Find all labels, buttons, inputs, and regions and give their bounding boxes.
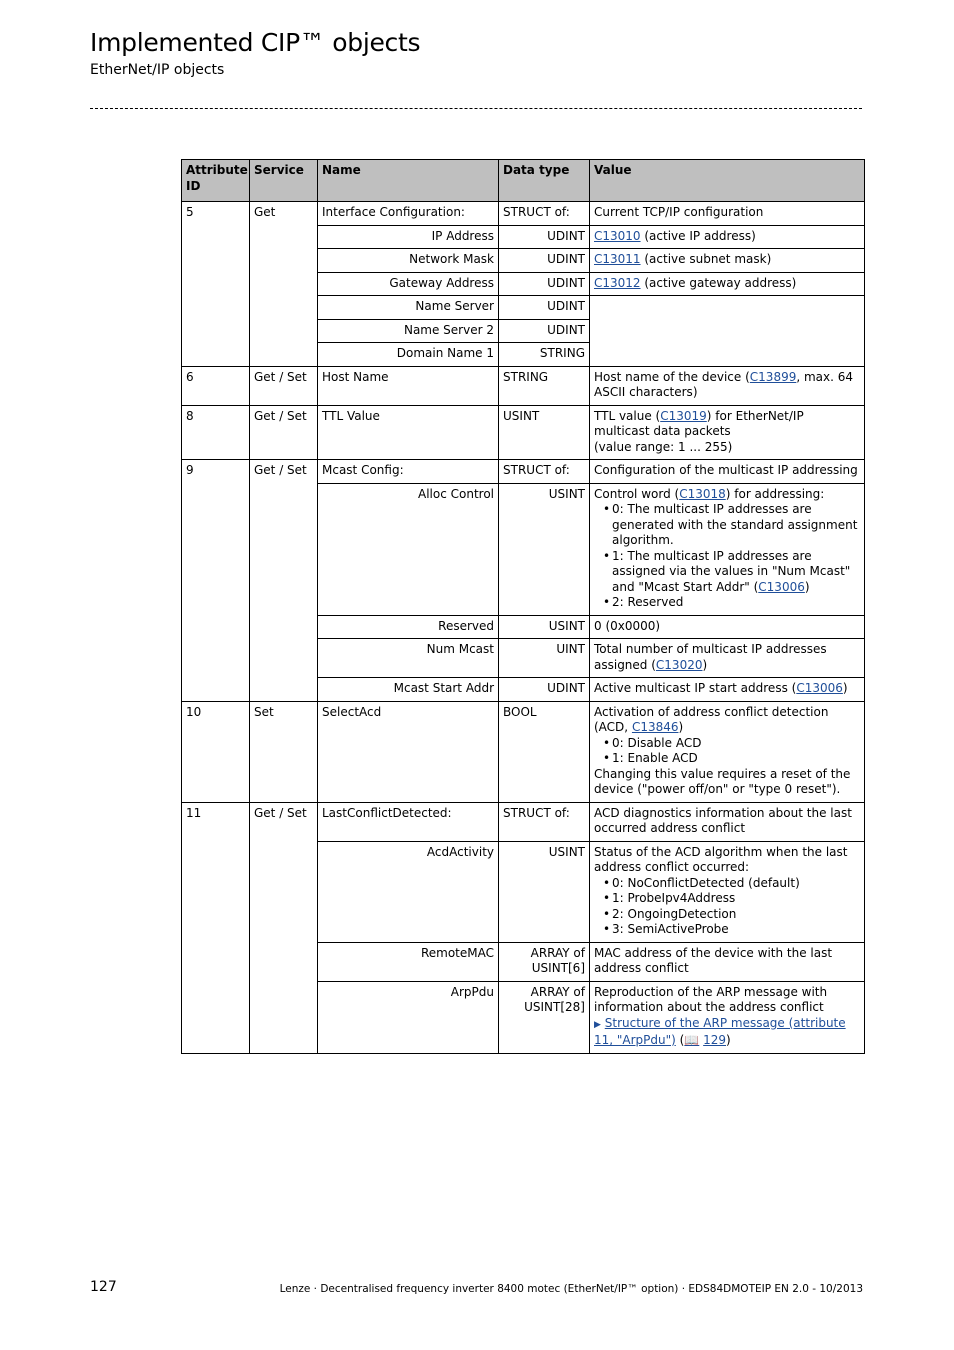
- page-ref-number: 129: [703, 1033, 727, 1047]
- table-header-row: [182, 160, 865, 202]
- value: ACD diagnostics information about the last occurred address conflict: [590, 802, 865, 841]
- cross-reference-link[interactable]: Structure of the ARP message (attribute 11, "ArpPdu"): [594, 1015, 846, 1047]
- service: Get / Set: [250, 405, 318, 460]
- code-link[interactable]: C13019: [660, 408, 707, 423]
- data-type: USINT: [499, 405, 590, 460]
- table-row: [182, 405, 865, 460]
- bullet-list: [594, 502, 860, 611]
- book-icon: 📖: [684, 1033, 700, 1047]
- value: [590, 981, 865, 1053]
- bullet-list: [594, 876, 860, 938]
- name: SelectAcd: [318, 701, 499, 802]
- list-item: • 0: NoConflictDetected (default): [612, 876, 860, 892]
- value-note: Changing this value requires a reset of the device ("power off/on" or "type 0 reset").: [594, 766, 851, 796]
- name: RemoteMAC: [318, 942, 499, 981]
- service: Get / Set: [250, 366, 318, 405]
- value: [590, 701, 865, 802]
- value: Configuration of the multicast IP addressing: [590, 460, 865, 484]
- attribute-id: 5: [182, 202, 250, 367]
- value-text: ): [804, 579, 810, 594]
- value-text: ) for addressing:: [725, 486, 825, 501]
- attribute-id: 8: [182, 405, 250, 460]
- code-link[interactable]: C13018: [679, 486, 726, 501]
- data-type: STRUCT of:: [499, 460, 590, 484]
- name: Host Name: [318, 366, 499, 405]
- name: Mcast Config:: [318, 460, 499, 484]
- data-type: UDINT: [499, 249, 590, 273]
- attribute-id: 10: [182, 701, 250, 802]
- list-item: • 1: Enable ACD: [612, 751, 860, 767]
- col-header-data-type: Data type: [499, 160, 590, 202]
- value: 0 (0x0000): [590, 615, 865, 639]
- data-type: ARRAY of USINT[6]: [499, 942, 590, 981]
- name: Name Server 2: [318, 319, 499, 343]
- code-link[interactable]: C13020: [655, 657, 703, 672]
- table-row: [182, 366, 865, 405]
- list-item: • 3: SemiActiveProbe: [612, 922, 860, 938]
- arrow-right-icon: ▶: [594, 1019, 601, 1030]
- service: Get / Set: [250, 802, 318, 1053]
- col-header-value: Value: [590, 160, 865, 202]
- code-link[interactable]: C13899: [749, 369, 797, 384]
- list-item: • 2: Reserved: [612, 595, 860, 611]
- data-type: UDINT: [499, 225, 590, 249]
- attributes-table: [181, 159, 865, 1054]
- value: [590, 405, 865, 460]
- value: [590, 841, 865, 942]
- name: Reserved: [318, 615, 499, 639]
- header-divider: [90, 108, 862, 109]
- name: TTL Value: [318, 405, 499, 460]
- value-text: ) for EtherNet/IP multicast data packets: [594, 408, 804, 438]
- value-text: (active subnet mask): [640, 252, 772, 266]
- footer-text: Lenze · Decentralised frequency inverter 8400 motec (EtherNet/IP™ option) · EDS84DMOTEIP EN 2.0 - 10/2013: [279, 1283, 863, 1295]
- table-row: [182, 701, 865, 802]
- attribute-id: 6: [182, 366, 250, 405]
- name: Alloc Control: [318, 483, 499, 615]
- value-text: ): [702, 657, 708, 672]
- value-text: Active multicast IP start address (: [594, 681, 797, 695]
- data-type: UDINT: [499, 319, 590, 343]
- name: AcdActivity: [318, 841, 499, 942]
- col-header-attribute-id: Attribute ID: [182, 160, 250, 202]
- page-reference[interactable]: (📖 129): [679, 1033, 731, 1047]
- list-item: • 2: OngoingDetection: [612, 907, 860, 923]
- name: Network Mask: [318, 249, 499, 273]
- data-type: STRUCT of:: [499, 802, 590, 841]
- table-row: [182, 460, 865, 484]
- page-subtitle: EtherNet/IP objects: [90, 62, 225, 78]
- table-row: [182, 802, 865, 841]
- value: [590, 483, 865, 615]
- service: Get / Set: [250, 460, 318, 702]
- value-text: Status of the ACD algorithm when the last address conflict occurred:: [594, 844, 848, 874]
- data-type: UINT: [499, 639, 590, 678]
- name: ArpPdu: [318, 981, 499, 1053]
- name: Interface Configuration:: [318, 202, 499, 226]
- col-header-name: Name: [318, 160, 499, 202]
- value: Current TCP/IP configuration: [590, 202, 865, 226]
- value-text: Reproduction of the ARP message with information about the address conflict: [594, 984, 828, 1014]
- data-type: USINT: [499, 615, 590, 639]
- data-type: BOOL: [499, 701, 590, 802]
- value-text: (active gateway address): [640, 275, 797, 290]
- value: MAC address of the device with the last address conflict: [590, 942, 865, 981]
- bullet-list: [594, 736, 860, 767]
- value: [590, 366, 865, 405]
- value-text: Host name of the device (: [594, 369, 750, 384]
- value: [590, 678, 865, 702]
- value-text: (active IP address): [640, 228, 756, 243]
- col-header-service: Service: [250, 160, 318, 202]
- value: [590, 249, 865, 273]
- data-type: STRUCT of:: [499, 202, 590, 226]
- code-link[interactable]: C13010: [594, 228, 641, 243]
- service: Set: [250, 701, 318, 802]
- code-link[interactable]: C13011: [594, 252, 641, 266]
- name: Name Server: [318, 296, 499, 320]
- page-number: 127: [90, 1279, 117, 1295]
- value-text: Control word (: [594, 486, 680, 501]
- value-text: TTL value (: [594, 408, 661, 423]
- service: Get: [250, 202, 318, 367]
- attribute-id: 11: [182, 802, 250, 1053]
- value-text: , max. 64 ASCII characters): [594, 369, 854, 399]
- attribute-id: 9: [182, 460, 250, 702]
- data-type: USINT: [499, 841, 590, 942]
- value: [590, 225, 865, 249]
- data-type: UDINT: [499, 272, 590, 296]
- list-item: • 0: The multicast IP addresses are generated with the standard assignment algorithm.: [612, 502, 860, 549]
- data-type: STRING: [499, 343, 590, 367]
- data-type: UDINT: [499, 678, 590, 702]
- value-text: Activation of address conflict detection (ACD,: [594, 704, 829, 734]
- code-link[interactable]: C13006: [796, 681, 843, 695]
- value-text: 1: The multicast IP addresses are assigned via the values in "Num Mcast" and "Mcast Start Addr" (: [612, 548, 851, 594]
- page-title: Implemented CIP™ objects: [90, 28, 421, 57]
- name: Domain Name 1: [318, 343, 499, 367]
- code-link[interactable]: C13012: [594, 275, 641, 290]
- list-item: • 1: ProbeIpv4Address: [612, 891, 860, 907]
- value-text: Total number of multicast IP addresses assigned (: [594, 642, 827, 672]
- data-type: USINT: [499, 483, 590, 615]
- table-row: [182, 202, 865, 226]
- name: Mcast Start Addr: [318, 678, 499, 702]
- name: LastConflictDetected:: [318, 802, 499, 841]
- list-item: • 0: Disable ACD: [612, 736, 860, 752]
- value-range: (value range: 1 ... 255): [594, 439, 733, 454]
- list-item: [612, 549, 860, 596]
- name: Num Mcast: [318, 639, 499, 678]
- data-type: STRING: [499, 366, 590, 405]
- value: [590, 272, 865, 296]
- value: [590, 639, 865, 678]
- value-text: ): [678, 720, 684, 734]
- code-link[interactable]: C13006: [758, 579, 805, 594]
- code-link[interactable]: C13846: [631, 720, 679, 734]
- data-type: ARRAY of USINT[28]: [499, 981, 590, 1053]
- value-text: ): [842, 681, 848, 695]
- value-empty: [590, 296, 865, 367]
- name: IP Address: [318, 225, 499, 249]
- data-type: UDINT: [499, 296, 590, 320]
- name: Gateway Address: [318, 272, 499, 296]
